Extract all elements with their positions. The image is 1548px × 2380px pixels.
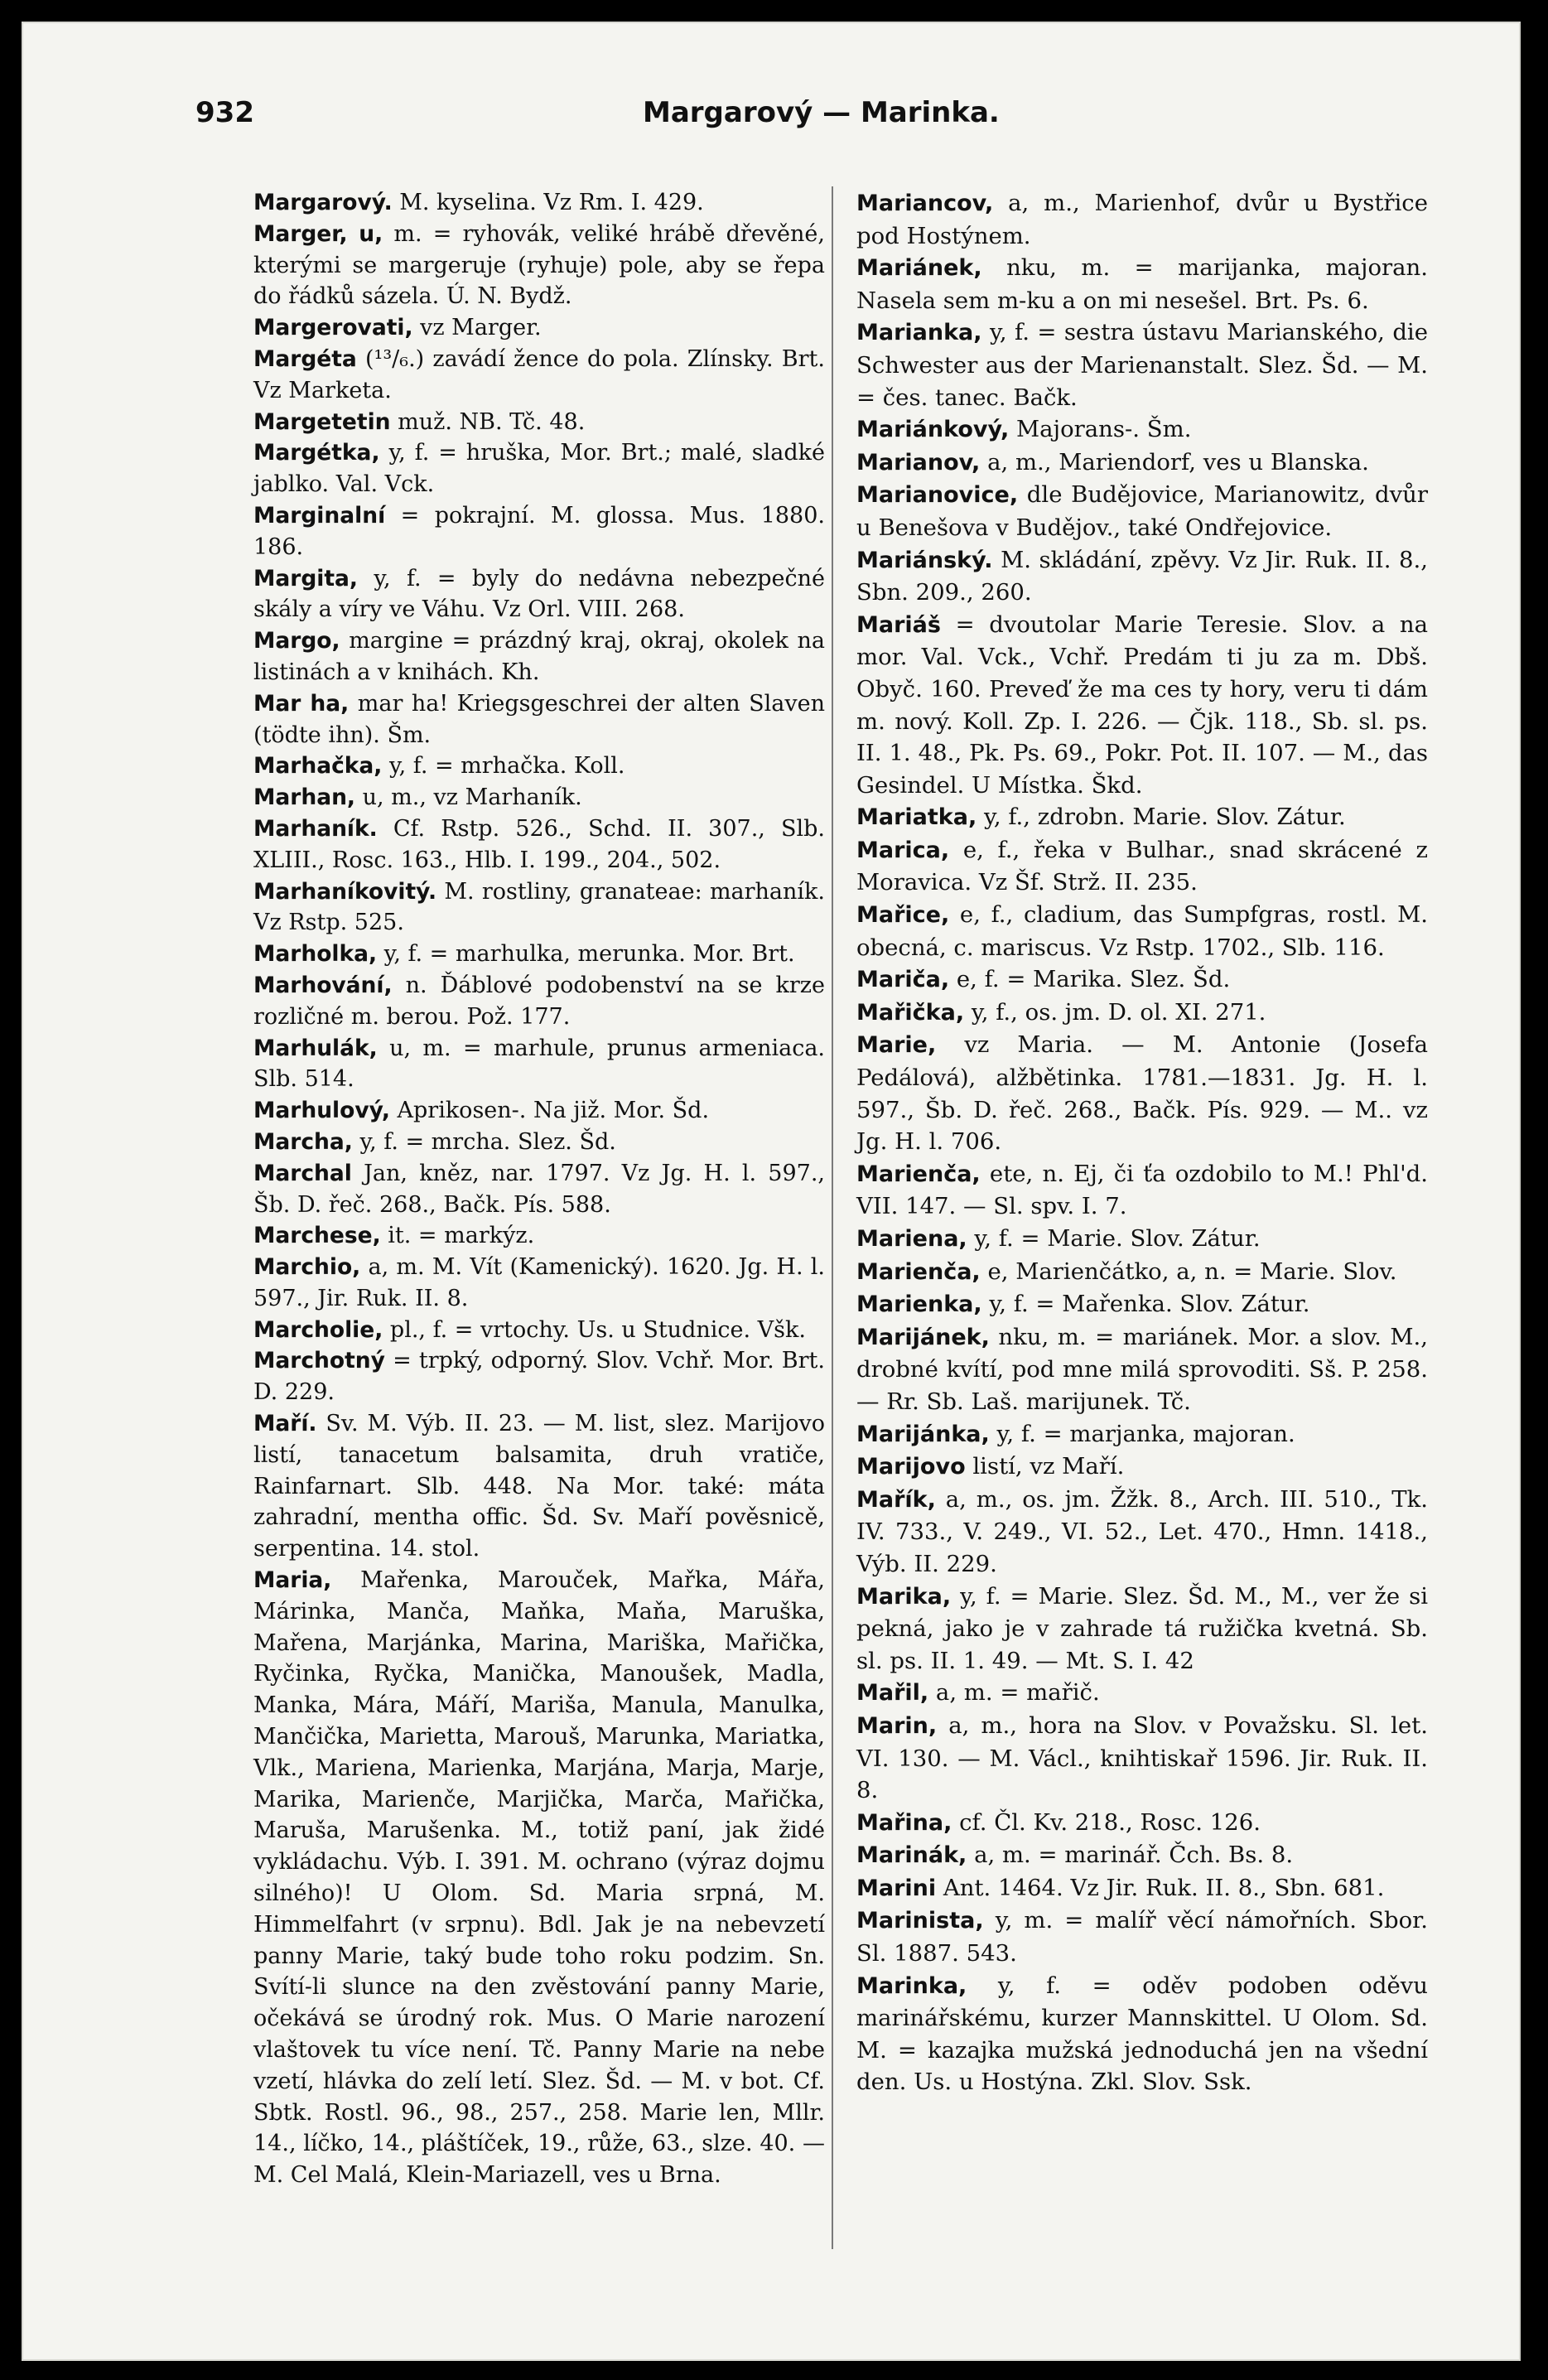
entry-definition: y, f. = hruška, Mor. Brt.; malé, sladké jablko. Val. Vck. xyxy=(253,440,825,498)
dictionary-entry xyxy=(253,813,825,876)
dictionary-entry xyxy=(856,1451,1428,1484)
dictionary-entry xyxy=(253,751,825,782)
dictionary-entry xyxy=(253,1252,825,1315)
entry-headword: Marhan, xyxy=(253,784,356,811)
entry-headword: Marijovo xyxy=(856,1454,966,1480)
dictionary-entry xyxy=(856,1223,1428,1256)
running-head: Margarový — Marinka. xyxy=(643,96,1000,129)
dictionary-entry xyxy=(856,316,1428,413)
entry-definition: Majorans-. Šm. xyxy=(1016,416,1192,443)
dictionary-entry xyxy=(253,688,825,751)
entry-definition: y, f. = sestra ústavu Marianského, die Schwester aus der Marienanstalt. Slez. Šd. — M. = čes. tanec. Bačk. xyxy=(856,319,1428,411)
entry-definition: M. rostliny, granateae: marhaník. Vz Rstp. 525. xyxy=(253,878,825,936)
dictionary-entry xyxy=(856,1839,1428,1872)
dictionary-entry xyxy=(856,963,1428,997)
dictionary-entry xyxy=(856,1158,1428,1223)
entry-headword: Marica, xyxy=(856,837,950,863)
entry-headword: Mařina, xyxy=(856,1809,952,1836)
dictionary-entry xyxy=(856,1484,1428,1581)
entry-headword: Maria, xyxy=(253,1567,332,1594)
entry-definition: e, f., cladium, das Sumpfgras, rostl. M. obecná, c. mariscus. Vz Rstp. 1702., Slb. 116. xyxy=(856,901,1428,961)
entry-definition: y, f. = byly do nedávna nebezpečné skály a víry ve Váhu. Vz Orl. VIII. 268. xyxy=(253,565,825,623)
entry-definition: pl., f. = vrtochy. Us. u Studnice. Všk. xyxy=(389,1316,806,1343)
entry-headword: Marhulový, xyxy=(253,1098,390,1124)
entry-definition: M. kyselina. Vz Rm. I. 429. xyxy=(399,190,704,215)
entry-headword: Marinista, xyxy=(856,1908,984,1934)
entry-definition: y, f., os. jm. D. ol. XI. 271. xyxy=(971,998,1266,1026)
entry-definition: = dvoutolar Marie Teresie. Slov. a na mor. Val. Vck., Vchř. Predám ti ju za m. Dbš. Obyč. 160. Preveď že ma ces ty hory, veru ti dám m. nový. Koll. Zp. I. 226. — Čjk. 118., Sb. sl. ps. II. 1. 48., Pk. Ps. 69., Pokr. Pot. II. 107. — M., das Gesindel. U Místka. Škd. xyxy=(856,611,1428,799)
entry-headword: Marchal xyxy=(253,1160,352,1186)
dictionary-entry xyxy=(856,1677,1428,1710)
entry-definition: y, f. = Mařenka. Slov. Zátur. xyxy=(989,1291,1310,1318)
entry-headword: Marini xyxy=(856,1875,937,1901)
entry-headword: Mařík, xyxy=(856,1486,936,1513)
entry-headword: Marienča, xyxy=(856,1258,981,1285)
entry-definition: a, m., hora na Slov. v Považsku. Sl. let. VI. 130. — M. Václ., knihtiskař 1596. Jir. Ruk. II. 8. xyxy=(856,1711,1428,1804)
page-number: 932 xyxy=(195,96,254,129)
entry-definition: vz Maria. — M. Antonie (Josefa Pedálová), alžbětinka. 1781.—1831. Jg. H. l. 597., Šb. D. řeč. 268., Bačk. Pís. 929. — M.. vz Jg. H. l. 706. xyxy=(856,1031,1428,1156)
dictionary-entry xyxy=(253,219,825,312)
left-column xyxy=(253,187,825,2191)
entry-headword: Margétka, xyxy=(253,440,380,466)
dictionary-entry xyxy=(253,1565,825,2191)
entry-headword: Marin, xyxy=(856,1712,938,1739)
entry-definition: nku, m. = mariánek. Mor. a slov. M., drobné kvítí, pod mne milá sprovoditi. Sš. P. 258. — Rr. Sb. Laš. marijunek. Tč. xyxy=(856,1323,1428,1415)
entry-definition: y, f. = marhulka, merunka. Mor. Brt. xyxy=(383,941,795,968)
entry-definition: margine = prázdný kraj, okraj, okolek na listinách a v knihách. Kh. xyxy=(253,628,825,685)
entry-definition: it. = markýz. xyxy=(388,1223,535,1249)
entry-definition: a, m., os. jm. Žžk. 8., Arch. III. 510., Tk. IV. 733., V. 249., VI. 52., Let. 470., Hmn. 1418., Výb. II. 229. xyxy=(856,1485,1429,1577)
dictionary-entry xyxy=(856,1904,1428,1969)
dictionary-entry xyxy=(253,1345,825,1408)
entry-headword: Mariancov, xyxy=(856,191,994,216)
dictionary-entry xyxy=(856,187,1428,252)
entry-headword: Mariena, xyxy=(856,1226,967,1252)
entry-headword: Marhačka, xyxy=(253,753,383,780)
entry-headword: Marie, xyxy=(856,1032,937,1059)
entry-definition: Mařenka, Marouček, Mařka, Mářa, Márinka, Manča, Maňka, Maňa, Maruška, Mařena, Marjánka, Marina, Mariška, Mařička, Ryčinka, Ryčka, Manička, Manoušek, Madla, Manka, Mára, Máří, Mariša, Manula, Manulka, Mančička, Marietta, Marouš, Marunka, Mariatka, Vlk., Mariena, Marienka, Marjána, Marja, Marje, Marika, Marienče, Marjička, Marča, Mařička, Maruša, Marušenka. M., totiž paní, jak židé vykládachu. Výb. I. 391. M. ochrano (výraz dojmu silného)! U Olom. Sd. Maria srpná, M. Himmelfahrt (v srpnu). Bdl. Jak je na nebevzetí panny Marie, taký bude toho roku podzim. Sn. Svítí-li slunce na den zvěstování panny Marie, očekává se úrodný rok. Mus. O Marie narození vlaštovek tu více není. Tč. Panny Marie na nebe vzetí, hlávka do zelí letí. Slez. Šd. — M. v bot. Cf. Sbtk. Rostl. 96., 98., 257., 258. Marie len, Mllr. 14., líčko, 14., pláštíček, 19., růže, 63., slze. 40. — M. Cel Malá, Klein-Mariazell, ves u Brna. xyxy=(253,1567,825,2189)
dictionary-entry xyxy=(253,1033,825,1096)
entry-headword: Marginalní xyxy=(253,502,386,529)
entry-definition: e, f., řeka v Bulhar., snad skrácené z Moravica. Vz Šf. Strž. II. 235. xyxy=(856,836,1428,896)
entry-headword: Marchotný xyxy=(253,1348,385,1374)
dictionary-entry xyxy=(253,876,825,939)
entry-definition: ete, n. Ej, či ťa ozdobilo to M.! Phl'd. VII. 147. — Sl. spv. I. 7. xyxy=(856,1160,1428,1220)
right-column xyxy=(856,187,1428,2098)
entry-headword: Marienka, xyxy=(856,1291,982,1318)
entry-headword: Mariča, xyxy=(856,967,950,993)
dictionary-entry xyxy=(253,1408,825,1565)
dictionary-entry xyxy=(856,1970,1428,2098)
dictionary-entry xyxy=(856,252,1428,316)
dictionary-entry xyxy=(856,413,1428,447)
dictionary-entry xyxy=(856,479,1428,543)
entry-headword: Mařice, xyxy=(856,902,950,929)
entry-headword: Mariánek, xyxy=(856,255,982,282)
entry-definition: dle Budějovice, Marianowitz, dvůr u Benešova v Budějov., také Ondřejovice. xyxy=(856,481,1428,541)
entry-headword: Mariáš xyxy=(856,611,941,638)
entry-definition: y, f. = Marie. Slez. Šd. M., M., ver že si pekná, jako je v zahrade tá ružička kvetná. Sb. sl. ps. II. 1. 49. — Mt. S. I. 42 xyxy=(856,1582,1428,1674)
entry-definition: (¹³/₆.) zavádí žence do pola. Zlínsky. Brt. Vz Marketa. xyxy=(253,345,825,403)
dictionary-entry xyxy=(253,939,825,970)
column-divider xyxy=(832,186,833,2249)
dictionary-entry xyxy=(253,1158,825,1221)
entry-definition: e, f. = Marika. Slez. Šd. xyxy=(956,966,1231,993)
dictionary-entry xyxy=(253,563,825,626)
entry-headword: Marhaník. xyxy=(253,815,378,842)
entry-headword: Marika, xyxy=(856,1583,952,1610)
entry-definition: Jan, kněz, nar. 1797. Vz Jg. H. l. 597., Šb. D. řeč. 268., Bačk. Pís. 588. xyxy=(253,1160,825,1218)
entry-headword: Marianov, xyxy=(856,449,981,476)
entry-definition: listí, vz Maří. xyxy=(972,1453,1125,1480)
dictionary-entry xyxy=(856,899,1428,963)
dictionary-entry xyxy=(856,834,1428,899)
dictionary-entry xyxy=(856,447,1428,480)
dictionary-entry xyxy=(253,500,825,563)
entry-headword: Marchese, xyxy=(253,1223,381,1249)
entry-definition: Sv. M. Výb. II. 23. — M. list, slez. Marijovo listí, tanacetum balsamita, druh vratiče, Rainfarnart. Slb. 448. Na Mor. také: máta zahradní, mentha offic. Šd. Sv. Maří pověsnicě, serpentina. 14. stol. xyxy=(253,1411,825,1562)
dictionary-entry xyxy=(856,1288,1428,1321)
entry-definition: M. skládání, zpěvy. Vz Jir. Ruk. II. 8., Sbn. 209., 260. xyxy=(856,546,1428,606)
entry-definition: Cf. Rstp. 526., Schd. II. 307., Slb. XLIII., Rosc. 163., Hlb. I. 199., 204., 502. xyxy=(253,815,825,873)
dictionary-entry xyxy=(856,801,1428,834)
entry-definition: mar ha! Kriegsgeschrei der alten Slaven (tödte ihn). Šm. xyxy=(253,690,825,748)
entry-definition: y, f. = oděv podoben oděvu marinářskému, kurzer Mannskittel. U Olom. Sd. M. = kazajka mužská jednoduchá jen na všední den. Us. u Hostýna. Zkl. Slov. Ssk. xyxy=(856,1972,1428,2096)
page-header xyxy=(195,96,1396,136)
entry-definition: a, m. = mařič. xyxy=(935,1679,1100,1707)
entry-definition: a, m., Marienhof, dvůr u Bystřice pod Hostýnem. xyxy=(856,190,1428,249)
entry-definition: e, Marienčátko, a, n. = Marie. Slov. xyxy=(987,1258,1397,1285)
entry-headword: Marianovice, xyxy=(856,482,1019,509)
dictionary-entry xyxy=(856,1321,1428,1418)
entry-headword: Mařička, xyxy=(856,999,965,1026)
dictionary-entry xyxy=(856,1710,1428,1807)
entry-definition: a, m., Mariendorf, ves u Blanska. xyxy=(987,448,1369,476)
dictionary-entry xyxy=(253,625,825,688)
entry-definition: y, f. = mrcha. Slez. Šd. xyxy=(359,1128,616,1155)
entry-definition: y, f. = Marie. Slov. Zátur. xyxy=(974,1225,1261,1252)
entry-headword: Marger, u, xyxy=(253,220,383,247)
entry-headword: Mariatka, xyxy=(856,804,977,831)
entry-definition: = trpký, odporný. Slov. Vchř. Mor. Brt. D. 229. xyxy=(253,1348,825,1406)
entry-headword: Margetetin xyxy=(253,408,391,435)
entry-definition: u, m. = marhule, prunus armeniaca. Slb. 514. xyxy=(253,1035,825,1093)
entry-headword: Margarový. xyxy=(253,190,393,215)
entry-definition: y, f., zdrobn. Marie. Slov. Zátur. xyxy=(983,804,1346,831)
entry-headword: Mar ha, xyxy=(253,690,350,717)
entry-headword: Marhování, xyxy=(253,972,393,998)
entry-headword: Marianka, xyxy=(856,320,982,346)
entry-headword: Marcholie, xyxy=(253,1316,383,1343)
entry-definition: = pokrajní. M. glossa. Mus. 1880. 186. xyxy=(253,502,825,560)
dictionary-entry xyxy=(856,1807,1428,1840)
entry-definition: a, m. M. Vít (Kamenický). 1620. Jg. H. l. 597., Jir. Ruk. II. 8. xyxy=(253,1254,825,1311)
entry-headword: Marienča, xyxy=(856,1161,981,1187)
entry-definition: y, f. = marjanka, majoran. xyxy=(996,1420,1295,1447)
entry-headword: Marinka, xyxy=(856,1972,967,1999)
entry-definition: Ant. 1464. Vz Jir. Ruk. II. 8., Sbn. 681. xyxy=(943,1874,1385,1901)
dictionary-entry xyxy=(856,609,1428,802)
dictionary-entry xyxy=(856,544,1428,609)
dictionary-entry xyxy=(856,1872,1428,1905)
entry-definition: u, m., vz Marhaník. xyxy=(362,784,582,811)
entry-headword: Marcha, xyxy=(253,1128,353,1155)
dictionary-entry xyxy=(253,187,825,219)
entry-definition: n. Ďáblové podobenství na se krze rozličné m. berou. Pož. 177. xyxy=(253,972,825,1030)
dictionary-entry xyxy=(856,1581,1428,1678)
dictionary-entry xyxy=(253,1315,825,1346)
dictionary-entry xyxy=(253,782,825,813)
entry-definition: vz Marger. xyxy=(420,315,542,341)
entry-definition: y, f. = mrhačka. Koll. xyxy=(388,753,625,780)
entry-definition: a, m. = marinář. Čch. Bs. 8. xyxy=(974,1842,1294,1869)
entry-headword: Mařil, xyxy=(856,1680,929,1707)
dictionary-entry xyxy=(253,344,825,407)
dictionary-entry xyxy=(253,407,825,438)
entry-headword: Marchio, xyxy=(253,1254,361,1281)
entry-headword: Mariánský. xyxy=(856,547,993,573)
entry-headword: Margéta xyxy=(253,345,357,372)
dictionary-entry xyxy=(253,312,825,344)
entry-headword: Margerovati, xyxy=(253,315,413,341)
dictionary-entry xyxy=(253,1127,825,1158)
entry-definition: cf. Čl. Kv. 218., Rosc. 126. xyxy=(959,1808,1261,1836)
dictionary-entry xyxy=(253,1095,825,1127)
entry-definition: y, m. = malíř věcí námořních. Sbor. Sl. 1887. 543. xyxy=(856,1907,1428,1967)
dictionary-entry xyxy=(856,1256,1428,1289)
entry-headword: Mariánkový, xyxy=(856,417,1010,443)
dictionary-entry xyxy=(856,1418,1428,1451)
entry-definition: nku, m. = marijanka, majoran. Nasela sem m-ku a on mi nesešel. Brt. Ps. 6. xyxy=(856,254,1428,314)
entry-headword: Marinák, xyxy=(856,1842,967,1869)
entry-headword: Margita, xyxy=(253,565,358,591)
dictionary-entry xyxy=(253,970,825,1033)
entry-headword: Marijánek, xyxy=(856,1324,990,1350)
entry-headword: Marholka, xyxy=(253,941,378,968)
entry-headword: Marhaníkovitý. xyxy=(253,878,437,905)
dictionary-entry xyxy=(253,437,825,500)
entry-headword: Marhulák, xyxy=(253,1035,378,1061)
dictionary-entry xyxy=(856,997,1428,1030)
entry-headword: Maří. xyxy=(253,1411,317,1437)
entry-headword: Marijánka, xyxy=(856,1421,990,1447)
entry-definition: Aprikosen-. Na již. Mor. Šd. xyxy=(397,1098,710,1124)
entry-definition: m. = ryhovák, veliké hrábě dřevěné, kterými se margeruje (ryhuje) pole, aby se řepa do řádků sázela. Ú. N. Bydž. xyxy=(253,220,825,310)
entry-headword: Margo, xyxy=(253,628,340,654)
dictionary-entry xyxy=(253,1220,825,1252)
entry-definition: muž. NB. Tč. 48. xyxy=(398,408,586,435)
dictionary-entry xyxy=(856,1029,1428,1157)
